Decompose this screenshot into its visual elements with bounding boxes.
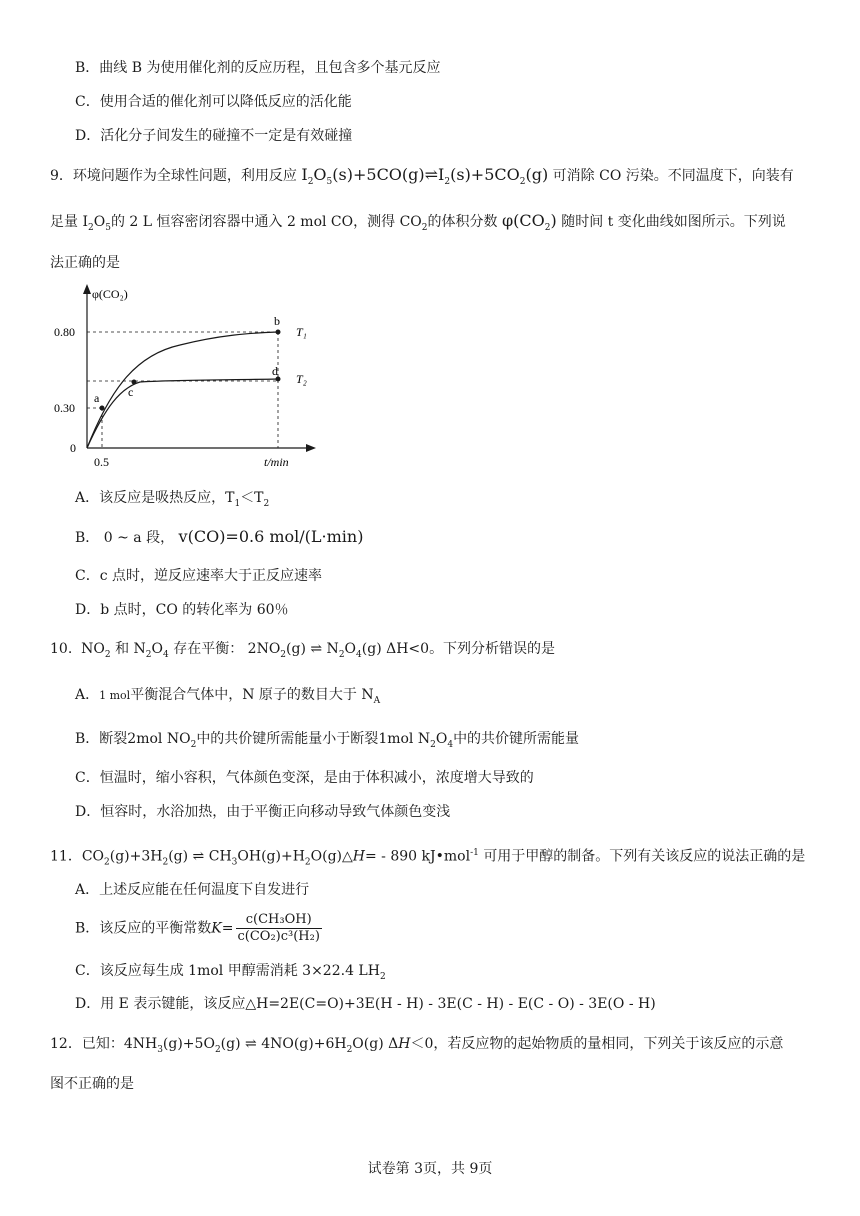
q8-option-c: C．使用合适的催化剂可以降低反应的活化能 (75, 94, 352, 110)
point-a (100, 406, 105, 411)
curve-t2 (87, 379, 278, 448)
tick-030: 0.30 (54, 401, 75, 415)
q10-option-d: D．恒容时，水浴加热，由于平衡正向移动导致气体颜色变浅 (75, 804, 451, 820)
label-c: c (128, 385, 134, 399)
q11-option-c: C．该反应每生成 1mol 甲醇需消耗 3×22.4 $LH_2$ (75, 963, 386, 982)
q10-stem: 10. $NO_2$ 和 $N_2O_4$ 存在平衡： $2NO_2(g)$ ⇌ $N_2O_4(g)$ ΔH<0。下列分析错误的是 (50, 641, 556, 660)
tick-05: 0.5 (94, 455, 109, 469)
q9-option-b: B． 0 ~ a 段， v(CO)=0.6 mol/(L·min) (75, 527, 364, 546)
q12-stem-line2: 图不正确的是 (50, 1076, 134, 1092)
q10-option-c: C．恒温时，缩小容积，气体颜色变深，是由于体积减小，浓度增大导致的 (75, 770, 534, 786)
label-t1: T₁ (296, 325, 307, 339)
equilibrium-constant-fraction: $\frac{\text{c(CH₃OH)}}{\text{c(CO₂)c³(H₂)}}$ (237, 912, 320, 944)
q9-option-d: D．b 点时，CO 的转化率为 60％ (75, 602, 289, 618)
q11-option-a: A．上述反应能在任何温度下自发进行 (75, 882, 310, 898)
label-a: a (94, 391, 100, 405)
q9-stem-line3: 法正确的是 (50, 255, 120, 271)
q9-option-a: A．该反应是吸热反应，$T_1<T_2$ (75, 490, 270, 509)
q10-option-a: A．1 mol平衡混合气体中，N 原子的数目大于 $N_A$ (75, 687, 381, 706)
label-d: d (272, 364, 278, 378)
tick-origin: 0 (70, 441, 76, 455)
point-b (276, 330, 281, 335)
co2-fraction-graph (50, 280, 320, 475)
page-footer: 试卷第 3页，共 9页 (367, 1161, 493, 1177)
tick-080: 0.80 (54, 325, 75, 339)
label-b: b (274, 314, 280, 328)
point-c (132, 380, 137, 385)
q10-option-b: B．断裂2mol $NO_2$中的共价键所需能量小于断裂1mol $N_2O_4$中的共价键所需能量 (75, 731, 580, 750)
y-axis-arrow (83, 284, 91, 294)
x-axis-arrow (306, 444, 316, 452)
q11-option-b: B．该反应的平衡常数K= $\frac{\text{c(CH₃OH)}}{\text{c(CO₂)c³(H₂)}}$ (75, 912, 320, 944)
q8-option-d: D．活化分子间发生的碰撞不一定是有效碰撞 (75, 128, 353, 144)
q8-option-b: B．曲线 B 为使用催化剂的反应历程，且包含多个基元反应 (75, 60, 441, 76)
q9-stem-line1: 9．环境问题作为全球性问题，利用反应 $I_2O_5(s)+5CO(g)\rightleftharpoons I_2(s)+5CO_2(g)$ 可消除 CO 污染。不同温度下，向装有 (50, 165, 794, 188)
q9-stem-line2: 足量 $I_2O_5$的 2 L 恒容密闭容器中通入 2 mol CO，测得 $CO_2$的体积分数 $\varphi(CO_2)$ 随时间 t 变化曲线如图所示。下列说 (50, 211, 786, 234)
x-axis-label: t/min (264, 455, 289, 469)
label-t2: T₂ (296, 372, 307, 386)
q12-stem-line1: 12．已知：$4NH_3(g)+5O_2(g)$ ⇌ $4NO(g)+6H_2O(g)$ ΔH＜0，若反应物的起始物质的量相同，下列关于该反应的示意 (50, 1036, 784, 1055)
y-axis-label: φ(CO₂) (92, 287, 128, 301)
q11-stem: 11．$CO_2(g)+3H_2(g)$ ⇌ $CH_3OH(g)+H_2O(g)\triangle H=$ ‑ 890 kJ•mol$^{-1}$ 可用于甲醇的制备。下列有关该反应的说法正确的是 (50, 848, 806, 868)
q9-option-c: C．c 点时，逆反应速率大于正反应速率 (75, 568, 323, 584)
curve-t1 (87, 332, 278, 448)
q11-option-d: D．用 E 表示键能，该反应△H=2E(C=O)+3E(H ‑ H) ‑ 3E(C ‑ H) ‑ E(C ‑ O) ‑ 3E(O ‑ H) (75, 996, 656, 1012)
